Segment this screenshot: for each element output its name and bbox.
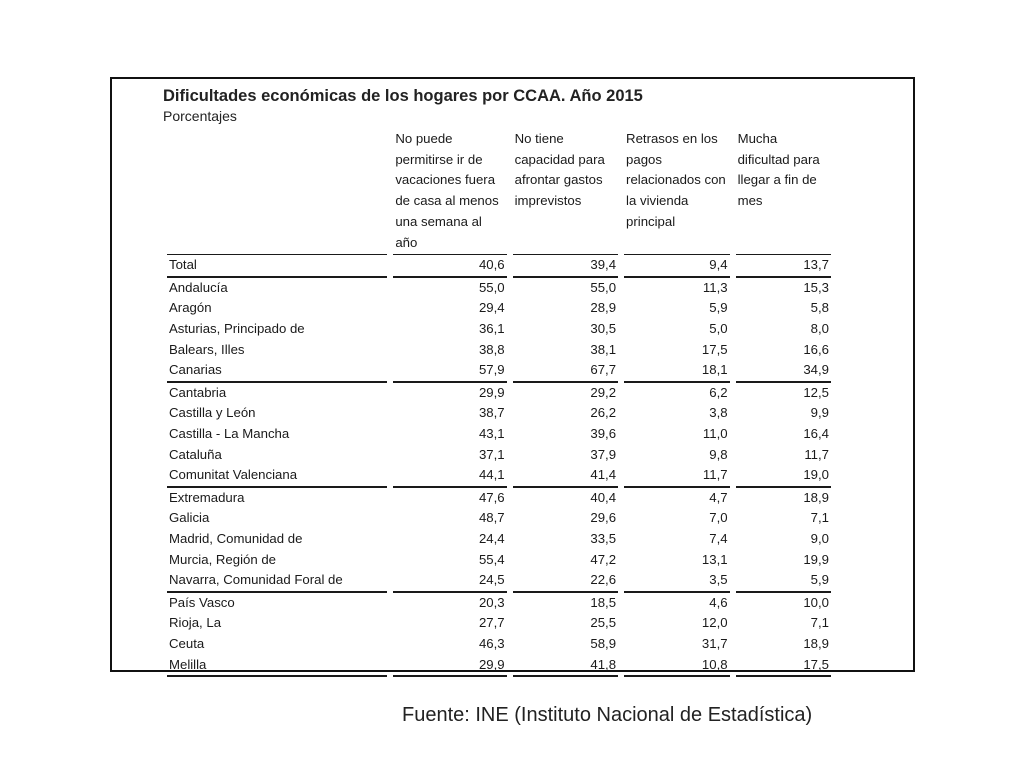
region-label: Asturias, Principado de <box>169 321 305 336</box>
region-label: Murcia, Región de <box>169 551 277 567</box>
value-cell: 29,6 <box>590 510 617 526</box>
value-cell: 46,3 <box>478 635 505 651</box>
value-cell: 9,9 <box>810 405 829 421</box>
column-header-fin-de-mes: Mucha dificultad para llegar a fin de mes <box>736 129 831 255</box>
table-row <box>167 550 831 571</box>
value-cell: 18,5 <box>590 594 617 610</box>
column-header-retrasos-pagos: Retrasos en los pagos relacionados con la vivienda principal <box>624 129 730 255</box>
value-cell: 3,5 <box>624 570 730 593</box>
table-row <box>167 278 831 299</box>
value-cell: 58,9 <box>590 635 617 651</box>
column-header-vacaciones: No puede permitirse ir de vacaciones fuera de casa al menos una semana al año <box>393 129 506 255</box>
value-cell: 43,1 <box>478 425 505 441</box>
value-cell: 4,6 <box>709 594 728 610</box>
value-cell: 5,9 <box>736 570 831 593</box>
row-header-cell <box>167 129 387 255</box>
table-body <box>167 255 831 677</box>
value-cell: 11,3 <box>702 279 728 295</box>
table-row <box>167 655 831 678</box>
value-cell: 7,1 <box>810 510 829 526</box>
region-label: Total <box>167 255 387 278</box>
table-row <box>167 634 831 655</box>
value-cell: 17,5 <box>701 341 728 357</box>
value-cell: 44,1 <box>393 465 506 488</box>
table-row <box>167 360 831 383</box>
value-cell: 8,0 <box>810 321 829 336</box>
region-label: Galicia <box>169 510 210 526</box>
table-row <box>167 383 831 404</box>
value-cell: 31,7 <box>701 635 728 651</box>
region-label: Aragón <box>169 300 212 316</box>
value-cell: 25,5 <box>590 615 617 631</box>
value-cell: 17,5 <box>736 655 831 678</box>
value-cell: 22,6 <box>513 570 618 593</box>
value-cell: 9,4 <box>624 255 730 278</box>
value-cell: 57,9 <box>393 360 506 383</box>
region-label: Comunitat Valenciana <box>167 465 387 488</box>
value-cell: 39,6 <box>590 425 617 441</box>
value-cell: 27,7 <box>478 615 505 631</box>
value-cell: 48,7 <box>478 510 505 526</box>
value-cell: 7,4 <box>709 530 728 546</box>
value-cell: 12,5 <box>803 384 829 400</box>
region-label: País Vasco <box>169 594 235 610</box>
value-cell: 34,9 <box>736 360 831 383</box>
value-cell: 38,7 <box>478 405 505 421</box>
region-label: Cataluña <box>169 446 222 462</box>
table-row <box>167 319 831 340</box>
region-label: Castilla - La Mancha <box>169 425 290 441</box>
value-cell: 18,9 <box>803 489 829 505</box>
column-header-gastos-imprevistos: No tiene capacidad para afrontar gastos imprevistos <box>513 129 618 255</box>
table-row <box>167 508 831 529</box>
region-label: Melilla <box>167 655 387 678</box>
value-cell: 11,0 <box>702 425 728 441</box>
value-cell: 41,8 <box>513 655 618 678</box>
region-label: Ceuta <box>169 635 205 651</box>
value-cell: 12,0 <box>701 615 728 631</box>
value-cell: 6,2 <box>709 384 728 400</box>
value-cell: 5,8 <box>810 300 829 316</box>
value-cell: 19,0 <box>736 465 831 488</box>
value-cell: 16,6 <box>803 341 829 357</box>
table-row <box>167 403 831 424</box>
value-cell: 29,9 <box>478 384 505 400</box>
region-label: Balears, Illes <box>169 341 245 357</box>
value-cell: 55,4 <box>478 551 505 567</box>
table-row <box>167 529 831 550</box>
value-cell: 55,0 <box>478 279 505 295</box>
value-cell: 33,5 <box>590 530 617 546</box>
region-label: Extremadura <box>169 489 245 505</box>
value-cell: 19,9 <box>803 551 829 567</box>
value-cell: 24,5 <box>393 570 506 593</box>
value-cell: 9,0 <box>810 530 829 546</box>
value-cell: 10,0 <box>803 594 829 610</box>
value-cell: 29,2 <box>590 384 617 400</box>
table-subtitle: Porcentajes <box>163 108 237 124</box>
value-cell: 11,7 <box>624 465 730 488</box>
value-cell: 30,5 <box>590 321 617 336</box>
value-cell: 36,1 <box>478 321 505 336</box>
header-row <box>167 129 831 255</box>
data-table <box>161 129 837 677</box>
region-label: Canarias <box>167 360 387 383</box>
value-cell: 15,3 <box>803 279 829 295</box>
value-cell: 29,9 <box>393 655 506 678</box>
value-cell: 37,9 <box>590 446 617 462</box>
value-cell: 3,8 <box>709 405 728 421</box>
value-cell: 13,1 <box>701 551 728 567</box>
value-cell: 37,1 <box>478 446 505 462</box>
value-cell: 7,0 <box>709 510 728 526</box>
table-row <box>167 298 831 319</box>
value-cell: 16,4 <box>803 425 829 441</box>
value-cell: 5,9 <box>709 300 728 316</box>
region-label: Castilla y León <box>169 405 256 421</box>
region-label: Cantabria <box>169 384 227 400</box>
value-cell: 40,6 <box>393 255 506 278</box>
value-cell: 39,4 <box>513 255 618 278</box>
value-cell: 28,9 <box>590 300 617 316</box>
value-cell: 7,1 <box>810 615 829 631</box>
table-row <box>167 465 831 488</box>
table-row <box>167 445 831 466</box>
value-cell: 11,7 <box>804 446 829 462</box>
value-cell: 47,6 <box>478 489 505 505</box>
region-label: Rioja, La <box>169 615 222 631</box>
value-cell: 38,8 <box>478 341 505 357</box>
value-cell: 20,3 <box>478 594 505 610</box>
region-label: Navarra, Comunidad Foral de <box>167 570 387 593</box>
table-row <box>167 424 831 445</box>
source-note: Fuente: INE (Instituto Nacional de Estadística) <box>402 704 813 726</box>
table-row <box>167 340 831 361</box>
value-cell: 13,7 <box>736 255 831 278</box>
table-frame <box>110 77 915 672</box>
region-label: Madrid, Comunidad de <box>169 530 303 546</box>
value-cell: 41,4 <box>513 465 618 488</box>
table-row <box>167 488 831 509</box>
value-cell: 24,4 <box>478 530 505 546</box>
table-row <box>167 593 831 614</box>
value-cell: 4,7 <box>709 489 728 505</box>
value-cell: 9,8 <box>709 446 728 462</box>
table-row <box>167 570 831 593</box>
value-cell: 26,2 <box>590 405 617 421</box>
value-cell: 18,9 <box>803 635 829 651</box>
table-row <box>167 613 831 634</box>
value-cell: 47,2 <box>590 551 617 567</box>
value-cell: 5,0 <box>709 321 728 336</box>
value-cell: 18,1 <box>624 360 730 383</box>
table-title: Dificultades económicas de los hogares por CCAA. Año 2015 <box>163 87 643 105</box>
value-cell: 55,0 <box>590 279 617 295</box>
region-label: Andalucía <box>169 279 228 295</box>
table-row <box>167 255 831 278</box>
value-cell: 38,1 <box>590 341 617 357</box>
value-cell: 40,4 <box>590 489 617 505</box>
value-cell: 10,8 <box>624 655 730 678</box>
value-cell: 67,7 <box>513 360 618 383</box>
value-cell: 29,4 <box>478 300 505 316</box>
